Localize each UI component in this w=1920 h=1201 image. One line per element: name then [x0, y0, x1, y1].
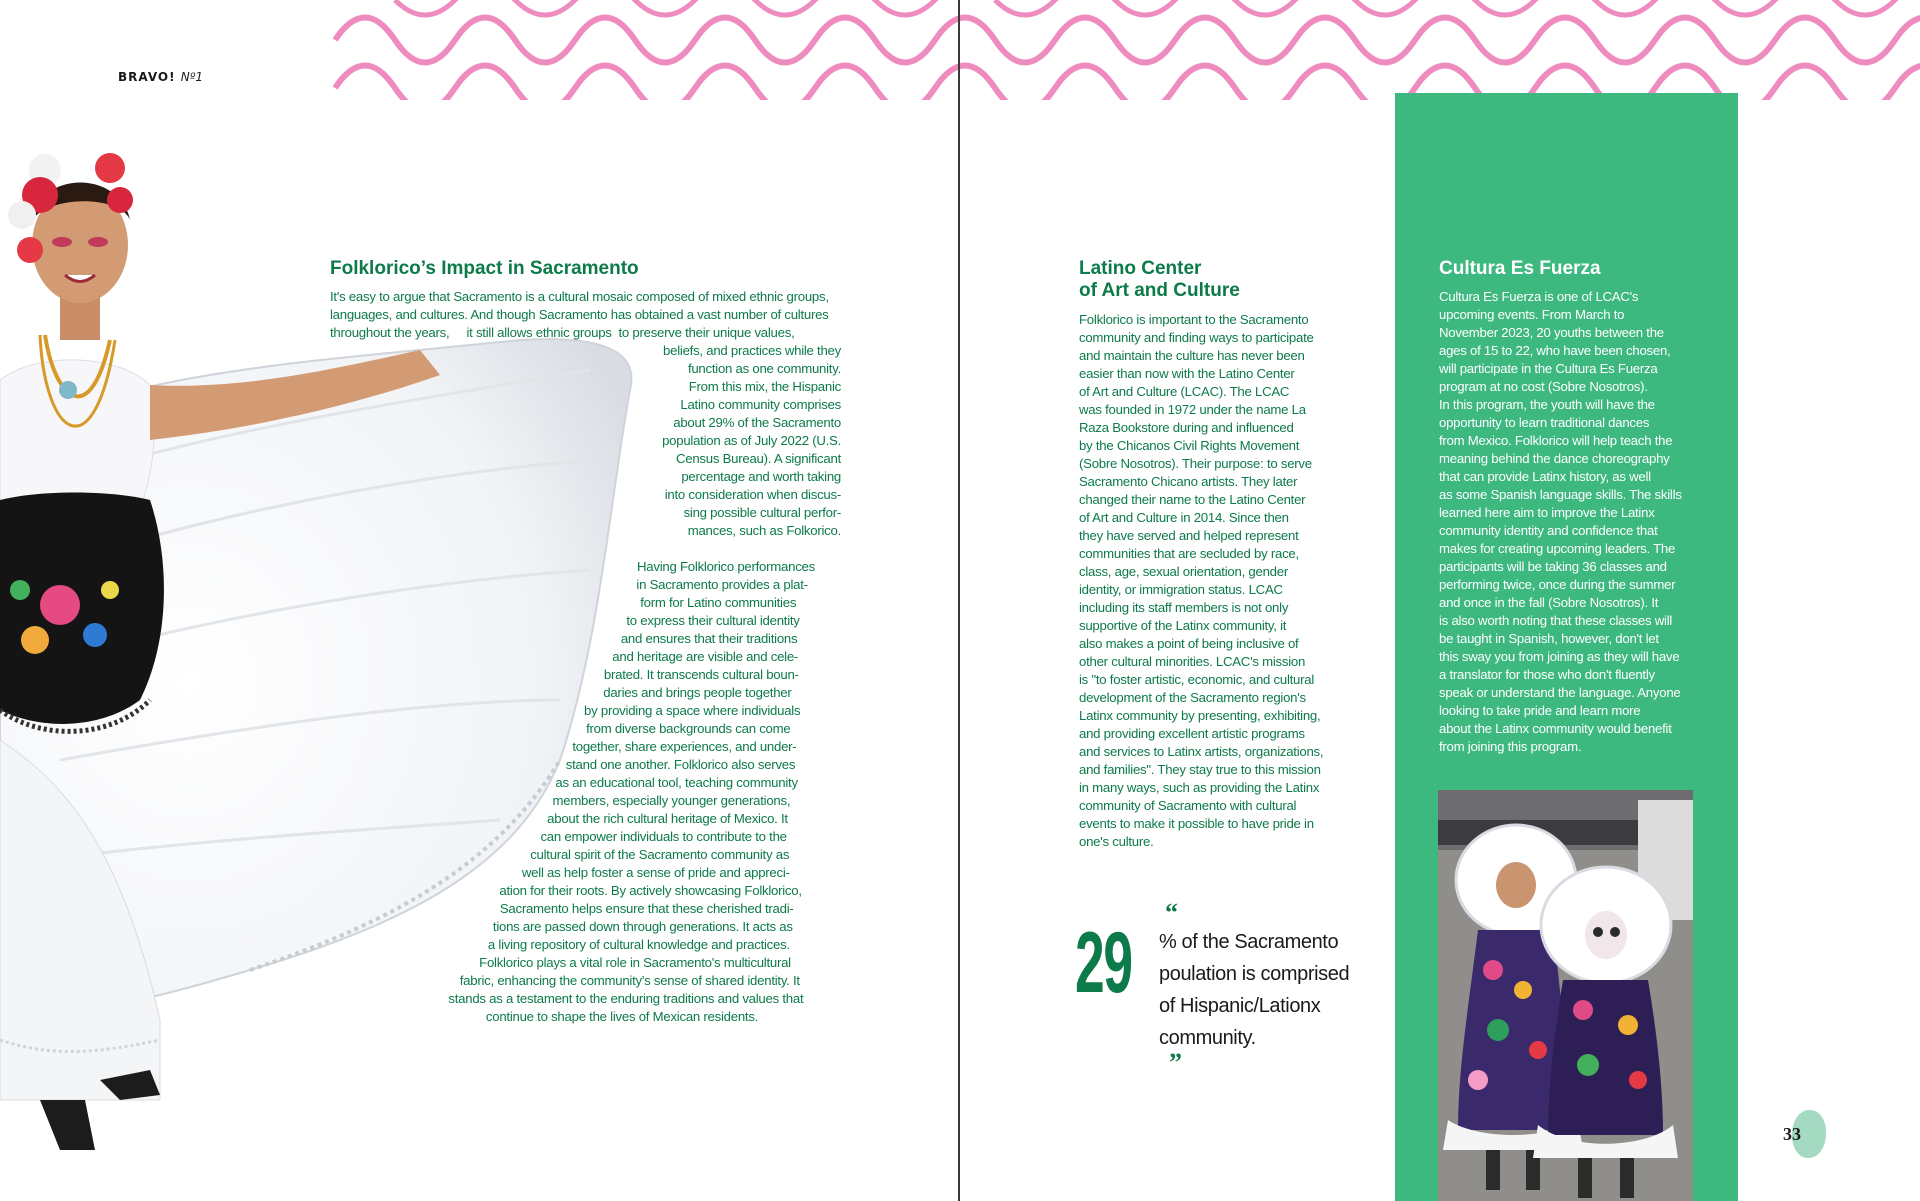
text-line: In this program, the youth will have the — [1439, 397, 1655, 412]
text-line: speak or understand the language. Anyone — [1439, 685, 1681, 700]
issue-number: Nº1 — [180, 70, 204, 84]
cultura-heading: Cultura Es Fuerza — [1439, 258, 1601, 279]
text-line: Latinx community by presenting, exhibiting, — [1079, 708, 1321, 723]
text-line: performing twice, once during the summer — [1439, 577, 1676, 592]
text-line: well as help foster a sense of pride and appreci- — [521, 865, 790, 880]
text-line: fabric, enhancing the community's sense of shared identity. It — [459, 973, 800, 988]
text-line: From this mix, the Hispanic — [688, 379, 841, 394]
left-page — [0, 0, 958, 1201]
text-line: tions are passed down through generations. It acts as — [492, 919, 793, 934]
text-line: and families". They stay true to this mission — [1079, 762, 1321, 777]
text-line: easier than now with the Latino Center — [1079, 366, 1295, 381]
text-line: % of the Sacramento — [1159, 931, 1339, 953]
text-line: poulation is comprised — [1159, 963, 1350, 985]
lcac-heading — [1079, 258, 1240, 302]
text-line: and ensures that their traditions — [620, 631, 798, 646]
text-line: into consideration when discus- — [664, 487, 841, 502]
quote-text — [1159, 926, 1349, 1054]
text-line: of Art and Culture (LCAC). The LCAC — [1079, 384, 1290, 399]
text-line: Census Bureau). A significant — [675, 451, 841, 466]
pink-wave-decoration — [0, 0, 958, 100]
text-line: including its staff members is not only — [1079, 600, 1289, 615]
text-line: and providing excellent artistic programs — [1079, 726, 1305, 741]
text-line: stand one another. Folklorico also serves — [565, 757, 796, 772]
text-line: one's culture. — [1079, 834, 1154, 849]
text-line: cultural spirit of the Sacramento community as — [530, 847, 790, 862]
text-line: ation for their roots. By actively showcasing Folklorico, — [499, 883, 802, 898]
text-line: November 2023, 20 youths between the — [1439, 325, 1664, 340]
text-line: looking to take pride and learn more — [1439, 703, 1641, 718]
text-line: to express their cultural identity — [626, 613, 800, 628]
text-line: percentage and worth taking — [681, 469, 841, 484]
text-line: Folklorico is important to the Sacramento — [1079, 312, 1309, 327]
folklorico-intro-text — [330, 288, 842, 540]
text-line: mances, such as Folkorico. — [687, 523, 841, 538]
text-line: will participate in the Cultura Es Fuerza — [1439, 361, 1658, 376]
text-line: meaning behind the dance choreography — [1439, 451, 1670, 466]
text-line: Raza Bookstore during and influenced — [1079, 420, 1294, 435]
text-line: be taught in Spanish, however, don't let — [1439, 631, 1659, 646]
text-line: daries and brings people together — [603, 685, 792, 700]
text-line: was founded in 1972 under the name La — [1079, 402, 1306, 417]
text-line: of Art and Culture in 2014. Since then — [1079, 510, 1289, 525]
lcac-heading-line1: Latino Center — [1079, 258, 1202, 279]
text-line: is also worth noting that these classes will — [1439, 613, 1673, 628]
text-line: communities that are secluded by race, — [1079, 546, 1299, 561]
quote-open-mark: “ — [1165, 898, 1178, 927]
text-line: and heritage are visible and cele- — [612, 649, 799, 664]
lcac-body-text — [1079, 311, 1339, 851]
text-line: from joining this program. — [1439, 739, 1582, 754]
pink-wave-decoration-right — [960, 0, 1920, 100]
cultura-body-text — [1439, 288, 1704, 756]
text-line: in Sacramento provides a plat- — [636, 577, 808, 592]
right-page — [960, 0, 1920, 1201]
text-line: learned here aim to improve the Latinx — [1439, 505, 1655, 520]
quote-number: 29 — [1075, 915, 1132, 1011]
text-line: participants will be taking 36 classes and — [1439, 559, 1667, 574]
text-line: community identity and confidence that — [1439, 523, 1658, 538]
text-line: supportive of the Latinx community, it — [1079, 618, 1287, 633]
text-line: function as one community. — [687, 361, 841, 376]
text-line: (Sobre Nosotros). Their purpose: to serve — [1079, 456, 1312, 471]
lcac-heading-line2: of Art and Culture — [1079, 280, 1240, 301]
text-line: Cultura Es Fuerza is one of LCAC's — [1439, 289, 1639, 304]
text-line: a living repository of cultural knowledge and practices. — [487, 937, 790, 952]
text-line: can empower individuals to contribute to the — [540, 829, 787, 844]
text-line: It's easy to argue that Sacramento is a cultural mosaic composed of mixed ethnic groups, — [330, 289, 829, 304]
text-line: of Hispanic/Lationx — [1159, 995, 1321, 1017]
text-line: Latino community comprises — [680, 397, 841, 412]
text-line: from Mexico. Folklorico will help teach the — [1439, 433, 1673, 448]
text-line: as an educational tool, teaching community — [555, 775, 798, 790]
text-line: identity, or immigration status. LCAC — [1079, 582, 1283, 597]
text-line: Sacramento Chicano artists. They later — [1079, 474, 1298, 489]
page-number: 33 — [1783, 1124, 1801, 1144]
text-line: community. — [1159, 1027, 1256, 1049]
text-line: about 29% of the Sacramento — [673, 415, 841, 430]
text-line: and services to Latinx artists, organizations, — [1079, 744, 1324, 759]
text-line: a translator for those who don't fluently — [1439, 667, 1655, 682]
text-line: opportunity to learn traditional dances — [1439, 415, 1650, 430]
text-line: other cultural minorities. LCAC's mission — [1079, 654, 1306, 669]
text-line: stands as a testament to the enduring traditions and values that — [448, 991, 804, 1006]
text-line: Sacramento helps ensure that these cherished tradi- — [499, 901, 794, 916]
folklorico-heading: Folklorico’s Impact in Sacramento — [330, 258, 639, 279]
text-line: upcoming events. From March to — [1439, 307, 1625, 322]
text-line: from diverse backgrounds can come — [586, 721, 791, 736]
text-line: in many ways, such as providing the Latinx — [1079, 780, 1320, 795]
text-line: and maintain the culture has never been — [1079, 348, 1305, 363]
text-line: about the rich cultural heritage of Mexico. It — [547, 811, 788, 826]
text-line: Folklorico plays a vital role in Sacramento's multicultural — [479, 955, 791, 970]
text-line: also makes a point of being inclusive of — [1079, 636, 1299, 651]
text-line: and once in the fall (Sobre Nosotros). It — [1439, 595, 1659, 610]
text-line: members, especially younger generations, — [552, 793, 791, 808]
text-line: development of the Sacramento region's — [1079, 690, 1306, 705]
text-line: class, age, sexual orientation, gender — [1079, 564, 1288, 579]
text-line: that can provide Latinx history, as well — [1439, 469, 1651, 484]
text-line: together, share experiences, and under- — [572, 739, 797, 754]
text-line: program at no cost (Sobre Nosotros). — [1439, 379, 1648, 394]
text-line: about the Latinx community would benefit — [1439, 721, 1672, 736]
text-line: they have served and helped represent — [1079, 528, 1299, 543]
text-line: changed their name to the Latino Center — [1079, 492, 1306, 507]
child-dancers-photo — [1438, 790, 1693, 1201]
text-line: Having Folklorico performances — [637, 559, 815, 574]
text-line: population as of July 2022 (U.S. — [662, 433, 841, 448]
text-line: makes for creating upcoming leaders. The — [1439, 541, 1676, 556]
quote-close-mark: ” — [1169, 1048, 1182, 1077]
text-line: as some Spanish language skills. The skills — [1439, 487, 1682, 502]
text-line: by providing a space where individuals — [584, 703, 801, 718]
text-line: brated. It transcends cultural boun- — [603, 667, 799, 682]
magazine-name: BRAVO! — [118, 70, 176, 84]
text-line: by the Chicanos Civil Rights Movement — [1079, 438, 1300, 453]
text-line: ages of 15 to 22, who have been chosen, — [1439, 343, 1671, 358]
text-line: form for Latino communities — [640, 595, 797, 610]
magazine-brand — [118, 70, 203, 84]
text-line: beliefs, and practices while they — [663, 343, 841, 358]
text-line: this sway you from joining as they will have — [1439, 649, 1680, 664]
text-line: community of Sacramento with cultural — [1079, 798, 1297, 813]
text-line: community and finding ways to participate — [1079, 330, 1314, 345]
text-line: events to make it possible to have pride in — [1079, 816, 1314, 831]
text-line: languages, and cultures. And though Sacramento has obtained a vast number of cultures — [330, 307, 829, 322]
text-line: is "to foster artistic, economic, and cultural — [1079, 672, 1315, 687]
text-line: throughout the years, it still allows ethnic groups to preserve their unique values, — [330, 325, 795, 340]
folklorico-body-text — [330, 558, 842, 1026]
text-line: continue to shape the lives of Mexican residents. — [485, 1009, 759, 1024]
text-line: sing possible cultural perfor- — [683, 505, 841, 520]
